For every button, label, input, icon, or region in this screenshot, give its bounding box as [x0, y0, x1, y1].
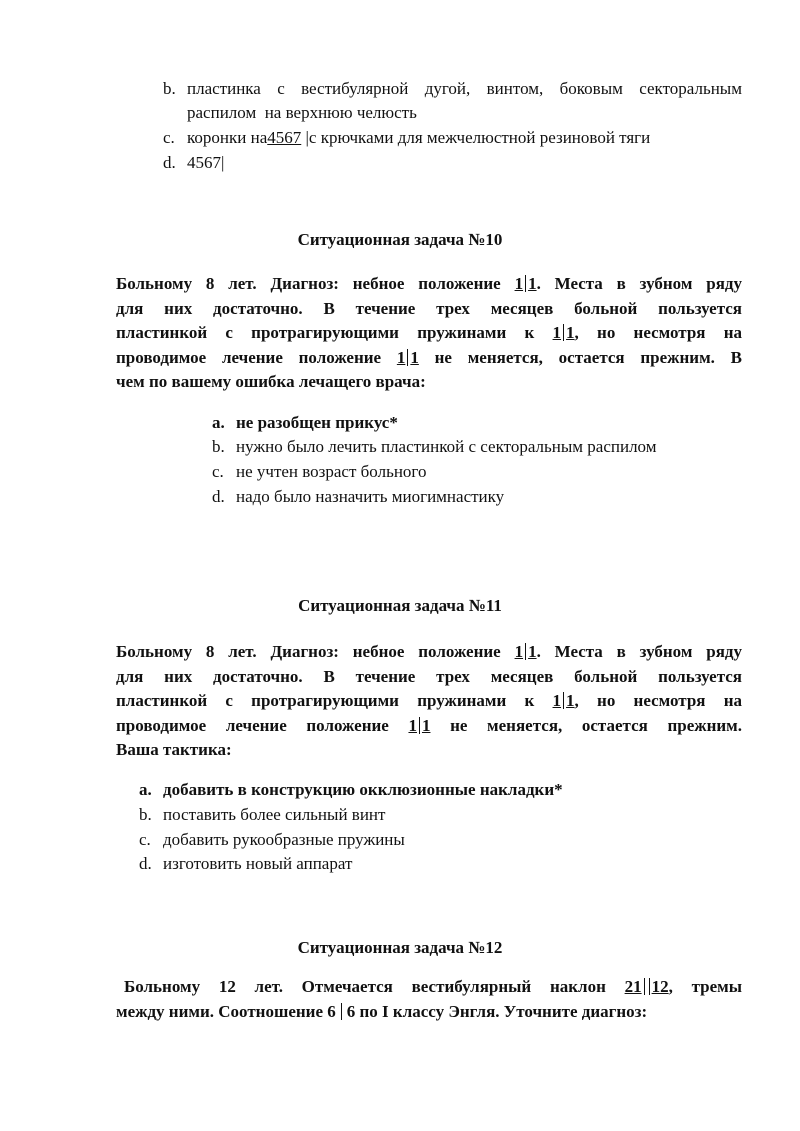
task12-line2 [116, 1000, 742, 1025]
task11-line5: Ваша тактика: [116, 740, 232, 759]
task10-option-d [212, 485, 732, 509]
tooth-formula [553, 691, 575, 710]
formula-separator [563, 324, 564, 341]
formula-separator [341, 1003, 342, 1020]
task10-line2: для них достаточно. В течение трех месяцев больной пользуется [116, 298, 742, 318]
option-letter: b. [212, 437, 225, 456]
task11-option-d [139, 852, 739, 876]
tooth-right: 1 [566, 323, 575, 342]
text-segment: , но несмотря на [574, 323, 742, 342]
option-letter: c. [139, 830, 151, 849]
task10-line3 [116, 321, 742, 346]
option-d-top [163, 151, 742, 175]
text-segment: проводимое лечение положение [116, 715, 409, 735]
text-segment: Больному 8 лет. Диагноз: небное положение [116, 642, 515, 661]
tooth-numbers: 4567 [267, 128, 302, 147]
task10-line5: чем по вашему ошибка лечащего врача: [116, 372, 426, 391]
option-text-line2: распилом на верхнюю челюсть [187, 103, 417, 122]
option-letter: d. [163, 153, 176, 172]
formula-separator [525, 643, 526, 660]
option-letter: a. [139, 780, 152, 799]
formula-separator [419, 717, 420, 734]
tooth-right: 1 [528, 274, 537, 293]
task10-line4 [116, 346, 742, 371]
task11-heading: Ситуационная задача №11 [298, 596, 502, 615]
text-segment: . Места в зубном ряду [536, 642, 742, 661]
tooth-left: 1 [552, 691, 562, 710]
option-letter: c. [212, 462, 224, 481]
text-segment: не меняется, остается прежним. [430, 715, 743, 735]
option-text: не разобщен прикус* [236, 413, 398, 432]
formula-separator [525, 275, 526, 292]
tooth-formula [515, 274, 537, 293]
tooth-left: 1 [408, 715, 417, 735]
task11-option-c [139, 828, 739, 852]
tooth-left: 21 [624, 977, 642, 996]
task11-option-a [139, 778, 739, 802]
option-letter: a. [212, 413, 225, 432]
task11-body [116, 640, 742, 763]
tooth-formula [625, 977, 669, 996]
task12-body [124, 975, 742, 1000]
text-segment: Больному 12 лет. Отмечается вестибулярный наклон [124, 977, 625, 996]
task11-line2: для них достаточно. В течение трех месяцев больной пользуется [116, 666, 742, 686]
tooth-right: 1 [410, 347, 419, 367]
text-segment: , тремы [668, 977, 742, 996]
option-text-pre: коронки на [187, 128, 268, 147]
text-segment: пластинкой с протрагирующими пружинами к [116, 323, 553, 342]
tooth-formula [408, 716, 430, 735]
option-text-post: |с крючками для межчелюстной резиновой тяги [301, 128, 651, 147]
option-text: 4567| [187, 153, 225, 172]
option-text: поставить более сильный винт [163, 805, 386, 824]
task10-body [116, 272, 742, 395]
text-segment: пластинкой с протрагирующими пружинами к [116, 691, 553, 710]
task11-line1 [116, 640, 742, 665]
option-letter: d. [139, 854, 152, 873]
task10-option-b [212, 435, 732, 459]
tooth-left: 1 [552, 323, 562, 342]
task11-option-b [139, 803, 739, 827]
task12-body-line2 [116, 1000, 742, 1025]
tooth-left: 1 [514, 642, 524, 661]
tooth-formula [553, 323, 575, 342]
tooth-right: 12 [651, 977, 669, 996]
option-text: надо было назначить миогимнастику [236, 487, 505, 506]
text-segment: , но несмотря на [574, 691, 742, 710]
tooth-right: 1 [421, 715, 431, 735]
task11-line3 [116, 689, 742, 714]
option-text: нужно было лечить пластинкой с секторальным распилом [236, 437, 657, 456]
option-text: добавить в конструкцию окклюзионные накладки* [163, 780, 563, 799]
option-text: изготовить новый аппарат [163, 854, 353, 873]
option-text: добавить рукообразные пружины [163, 830, 405, 849]
formula-separator [407, 349, 408, 366]
text-segment: проводимое лечение положение [116, 347, 397, 367]
task12-line1 [124, 975, 742, 1000]
formula-separator [644, 978, 645, 995]
text-segment: не меняется, остается прежним. В [418, 347, 743, 367]
tooth-formula [515, 642, 537, 661]
tooth-left: 1 [514, 274, 524, 293]
tooth-left: 1 [396, 347, 406, 367]
text-segment: . Места в зубном ряду [536, 274, 742, 293]
task10-line1 [116, 272, 742, 297]
option-letter: b. [163, 79, 176, 98]
option-text-line1: пластинка с вестибулярной дугой, винтом, боковым секторальным [187, 79, 742, 98]
task10-option-a [212, 411, 732, 435]
formula-separator [563, 692, 564, 709]
tooth-right: 1 [566, 691, 575, 710]
option-letter: b. [139, 805, 152, 824]
text-segment: 6 по I классу Энгля. Уточните диагноз: [346, 1002, 648, 1021]
tooth-right: 1 [528, 642, 537, 661]
text-segment: между ними. Соотношение 6 [116, 1002, 336, 1021]
option-letter: c. [163, 128, 175, 147]
task12-heading: Ситуационная задача №12 [297, 938, 503, 957]
formula-separator [649, 978, 650, 995]
text-segment: Больному 8 лет. Диагноз: небное положение [116, 274, 515, 293]
task11-line4 [116, 714, 742, 739]
option-text: не учтен возраст больного [236, 462, 427, 481]
option-text [187, 126, 650, 150]
task10-option-c [212, 460, 732, 484]
option-b-top [163, 77, 742, 125]
tooth-formula [397, 348, 419, 367]
option-letter: d. [212, 487, 225, 506]
task10-heading: Ситуационная задача №10 [297, 230, 503, 249]
option-c-top [163, 126, 742, 150]
